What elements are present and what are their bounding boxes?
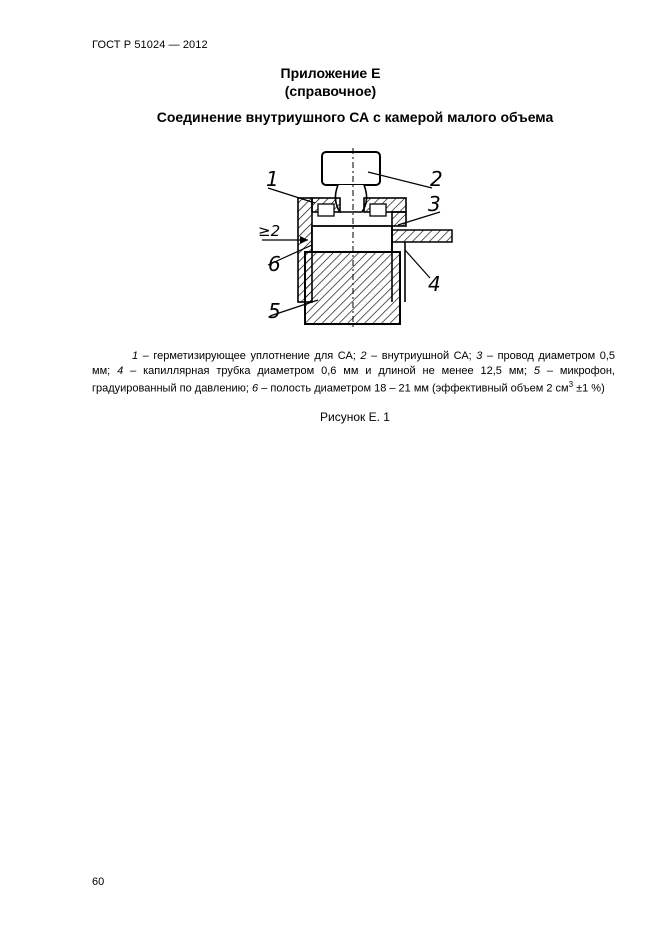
appendix-title: Приложение Е: [280, 65, 381, 81]
caption-n6: 6: [252, 382, 259, 395]
caption-n1: 1: [132, 350, 139, 362]
caption-n2: 2: [360, 350, 367, 362]
technical-drawing: [250, 145, 465, 335]
caption-t2: – внутриушной СА;: [366, 350, 477, 362]
caption-sup: 3: [568, 380, 574, 389]
seal-ring-left: [318, 204, 334, 216]
callout-3: 3: [428, 192, 441, 216]
caption-n3: 3: [476, 350, 483, 362]
document-header: ГОСТ Р 51024 — 2012: [92, 39, 208, 51]
callout-6: 6: [268, 252, 281, 276]
capillary-tube: [392, 230, 452, 242]
coupler-diagram: [250, 145, 465, 335]
callout-1: 1: [266, 167, 279, 191]
figure-label: Рисунок Е. 1: [320, 410, 390, 424]
caption-n4: 4: [117, 364, 124, 377]
callout-2: 2: [430, 167, 443, 191]
figure-caption: [92, 349, 615, 396]
appendix-subtitle: (справочное): [284, 83, 377, 99]
dimension-label: ≥2: [258, 222, 281, 240]
housing-right-wall: [392, 212, 406, 226]
caption-t6: – полость диаметром 18 – 21 мм (эффективный объем 2 см: [258, 382, 569, 395]
cavity: [312, 226, 392, 252]
caption-n5: 5: [533, 364, 541, 377]
caption-t3: – провод диаметром 0,5 мм;: [92, 350, 616, 377]
caption-t4: – капиллярная трубка диаметром 0,6 мм и длиной не менее 12,5 мм;: [123, 364, 534, 377]
callout-5: 5: [268, 299, 281, 323]
caption-t1: – герметизирующее уплотнение для СА;: [138, 350, 361, 362]
caption-t5: – микрофон, градуированный по давлению;: [92, 364, 615, 395]
seal-ring-right: [370, 204, 386, 216]
ear-device-head: [322, 152, 380, 185]
section-title: Соединение внутриушного СА с камерой малого объема: [156, 109, 554, 125]
page-number: 60: [92, 876, 105, 888]
callout-4: 4: [428, 272, 441, 296]
caption-t7: ±1 %): [573, 382, 605, 395]
